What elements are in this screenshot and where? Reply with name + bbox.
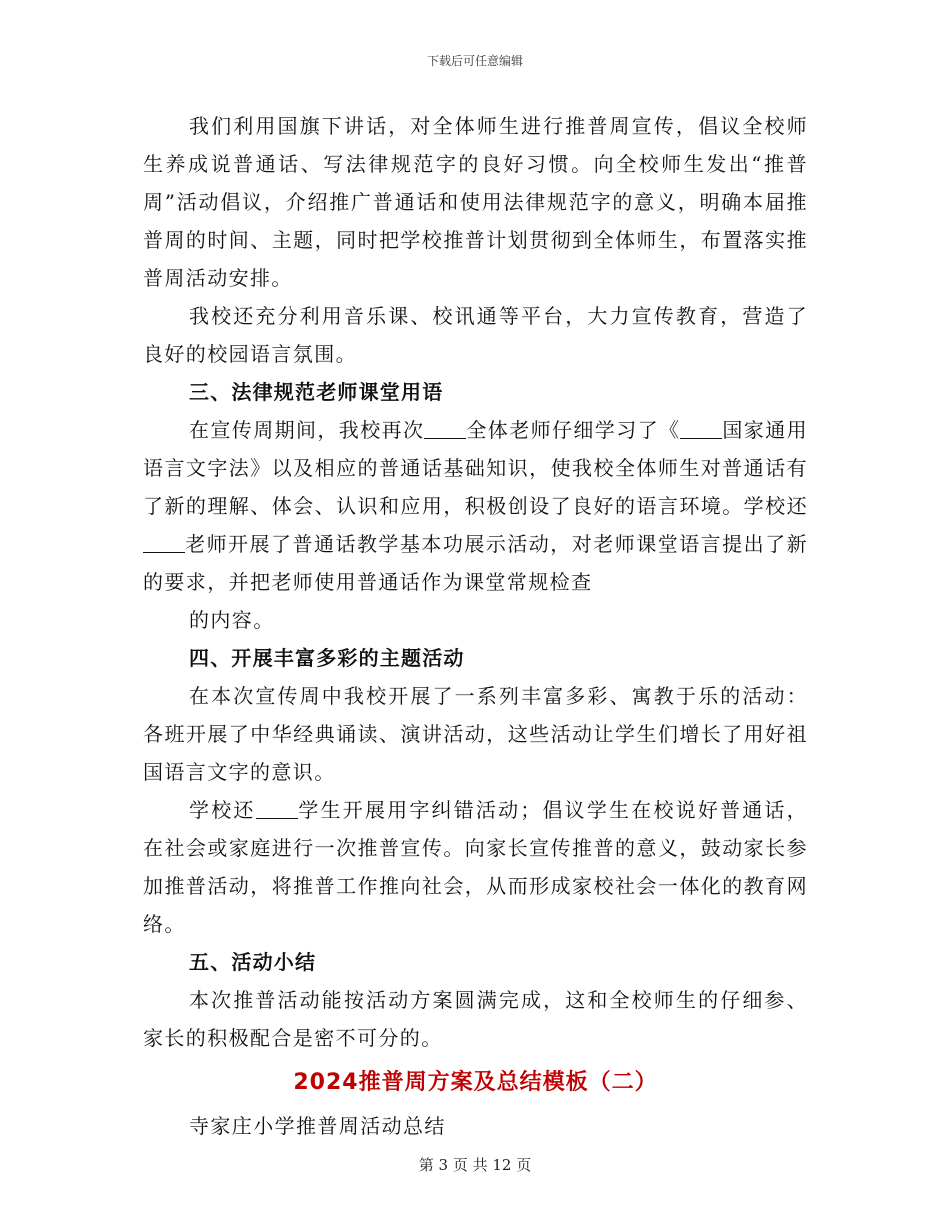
section-title-2: 2024推普周方案及总结模板（二） <box>293 1070 658 1095</box>
page-header-note: 下载后可任意编辑 <box>426 54 523 68</box>
fill-blank <box>143 530 185 553</box>
paragraph-4: 在本次宣传周中我校开展了一系列丰富多彩、寓教于乐的活动：各班开展了中华经典诵读、演讲活动，这些活动让学生们增长了用好祖国语言文字的意识。 <box>143 684 808 784</box>
section-heading-4: 四、开展丰富多彩的主题活动 <box>189 646 465 670</box>
paragraph-2: 我校还充分利用音乐课、校讯通等平台，大力宣传教育，营造了良好的校园语言氛围。 <box>143 304 808 366</box>
paragraph-6: 本次推普活动能按活动方案圆满完成，这和全校师生的仔细参、家长的积极配合是密不可分的。 <box>143 988 808 1050</box>
fill-blank <box>680 416 722 439</box>
paragraph-5-part-b: 学生开展用字纠错活动；倡议学生在校说好普通话，在社会或家庭进行一次推普宣传。向家长宣传推普的意义，鼓动家长参加推普活动，将推普工作推向社会，从而形成家校社会一体化的教育网络。 <box>143 798 808 936</box>
paragraph-5 <box>143 791 808 943</box>
paragraph-1: 我们利用国旗下讲话，对全体师生进行推普周宣传，倡议全校师生养成说普通话、写法律规范字的良好习惯。向全校师生发出“推普周”活动倡议，介绍推广普通话和使用法律规范字的意义，明确本届推普周的时间、主题，同时把学校推普计划贯彻到全体师生，布置落实推普周活动安排。 <box>143 114 808 290</box>
paragraph-3-part-d: 老师开展了普通话教学基本功展示活动，对老师课堂语言提出了新的要求，并把老师使用普通话作为课堂常规检查 <box>143 532 808 594</box>
section-heading-3: 三、法律规范老师课堂用语 <box>189 380 444 404</box>
paragraph-3-part-a: 在宣传周期间，我校再次 <box>189 418 425 442</box>
paragraph-3 <box>143 411 808 601</box>
paragraph-5-part-a: 学校还 <box>189 798 256 822</box>
paragraph-3-tail: 的内容。 <box>189 608 275 632</box>
fill-blank <box>256 796 298 819</box>
paragraph-3-part-b: 全体老师仔细学习了《 <box>466 418 681 442</box>
section-heading-5: 五、活动小结 <box>189 950 317 974</box>
document-body <box>143 107 808 1145</box>
fill-blank <box>424 416 466 439</box>
paragraph-3-part-c: 国家通用语言文字法》以及相应的普通话基础知识，使我校全体师生对普通话有了新的理解、体会、认识和应用，积极创设了良好的语言环境。学校还 <box>143 418 809 518</box>
paragraph-7: 寺家庄小学推普周活动总结 <box>189 1114 446 1138</box>
page-number: 第 3 页 共 12 页 <box>418 1156 532 1174</box>
